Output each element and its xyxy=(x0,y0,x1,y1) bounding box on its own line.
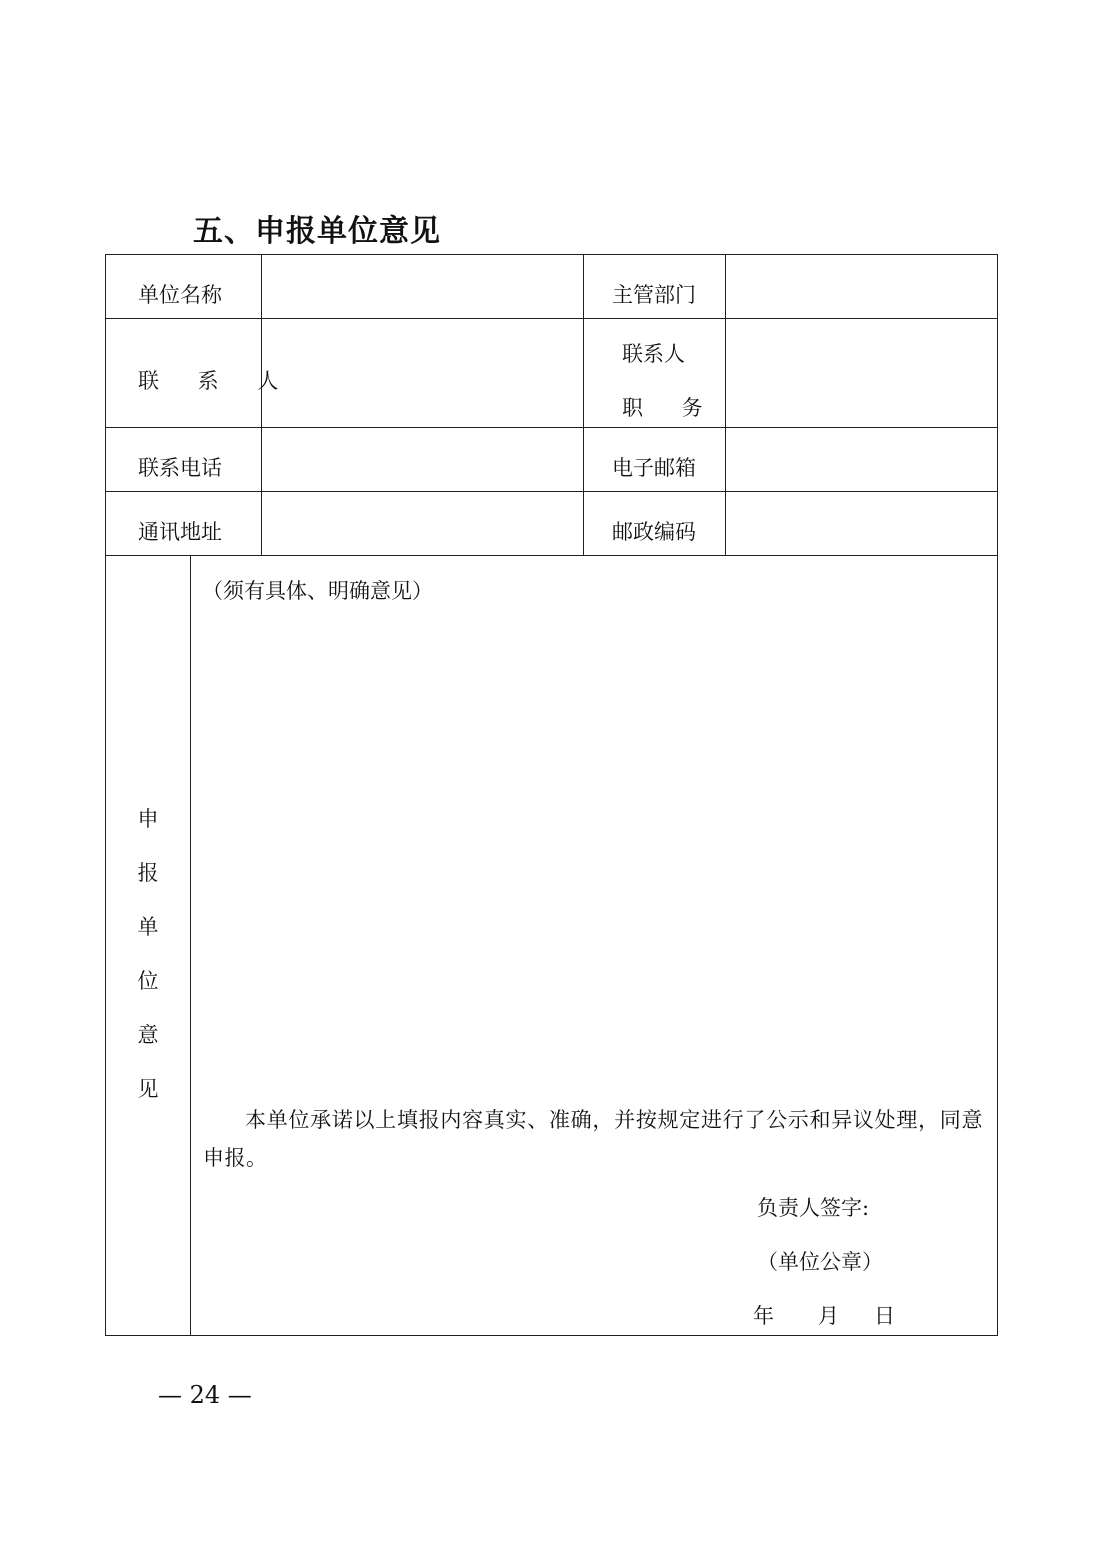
date-month-label: 月 xyxy=(818,1304,839,1328)
unit-seal-label: （单位公章） xyxy=(757,1250,883,1274)
contact-title-label-line2: 职 务 xyxy=(622,396,719,420)
phone-label: 联系电话 xyxy=(138,456,222,480)
signature-label: 负责人签字: xyxy=(757,1196,870,1220)
row-divider-2 xyxy=(105,427,998,428)
row-divider-3 xyxy=(105,491,998,492)
opinion-vertical-label-char: 意 xyxy=(137,1023,159,1047)
email-label: 电子邮箱 xyxy=(612,456,696,480)
opinion-label-divider xyxy=(190,555,191,1336)
opinion-vertical-label-char: 报 xyxy=(137,861,159,885)
opinion-vertical-label-char: 单 xyxy=(137,915,159,939)
row-divider-4 xyxy=(105,555,998,556)
column-divider-2 xyxy=(583,254,584,556)
opinion-vertical-label-char: 位 xyxy=(137,969,159,993)
opinion-hint: （须有具体、明确意见） xyxy=(202,579,433,603)
date-day-label: 日 xyxy=(874,1304,895,1328)
contact-label: 联 系 人 xyxy=(138,369,295,393)
address-label: 通讯地址 xyxy=(138,520,222,544)
page-number: — 24 — xyxy=(158,1381,252,1409)
contact-title-label-line1: 联系人 xyxy=(622,342,685,366)
opinion-vertical-label-char: 见 xyxy=(137,1077,159,1101)
unit-name-label: 单位名称 xyxy=(138,283,222,307)
supervisor-label: 主管部门 xyxy=(612,283,696,307)
date-year-label: 年 xyxy=(753,1304,774,1328)
commitment-statement: 本单位承诺以上填报内容真实、准确，并按规定进行了公示和异议处理，同意申报。 xyxy=(203,1108,983,1170)
column-divider-1 xyxy=(261,254,262,556)
postal-code-label: 邮政编码 xyxy=(612,520,696,544)
column-divider-3 xyxy=(725,254,726,556)
opinion-vertical-label-char: 申 xyxy=(137,807,159,831)
section-title: 五、申报单位意见 xyxy=(193,214,441,249)
row-divider-1 xyxy=(105,318,998,319)
